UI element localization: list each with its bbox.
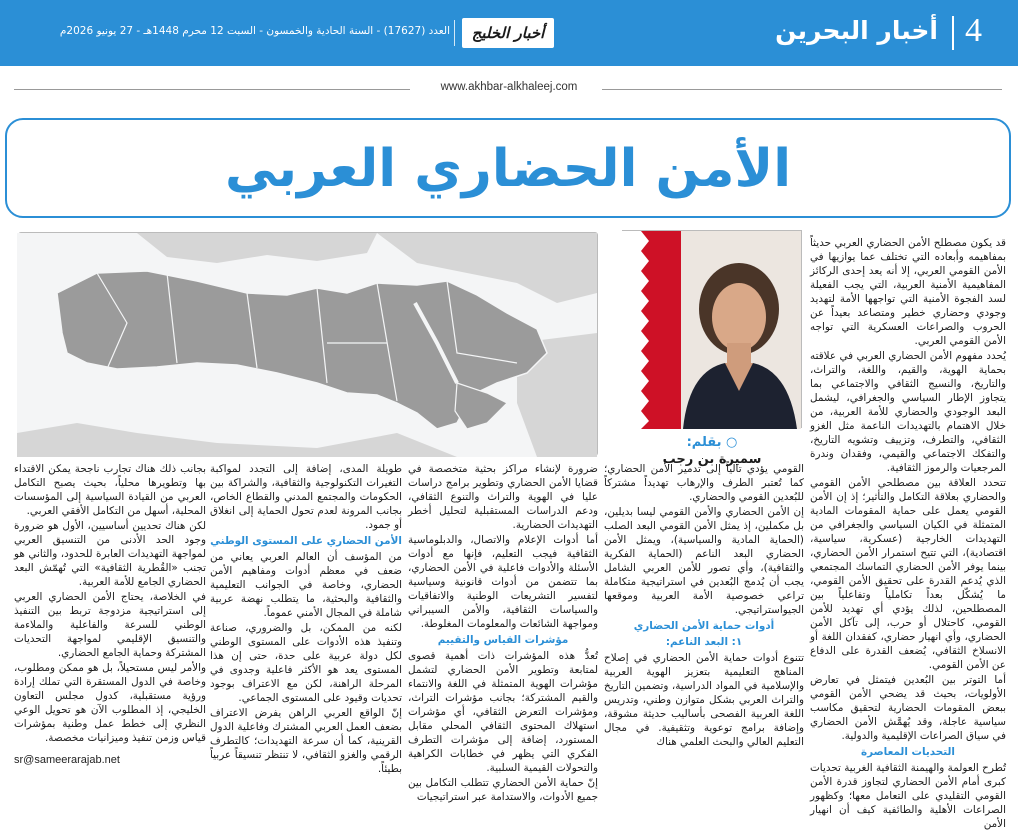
author-portrait-image	[621, 231, 801, 429]
arab-world-map	[18, 232, 598, 456]
author-photo	[622, 230, 802, 428]
paragraph: والأمر ليس مستحيلاً، بل هو ممكن ومطلوب، وخاصة في الدول المستقرة التي تملك إرادة ورؤية مستقبلية، كدول مجلس التعاون الخليجي، إذ المطلوب الآن هو تحويل الوعي النظري إلى خطط عمل وطنية بمؤشرات قياس وزمن تنفيذ وميزانيات مخصصة.	[14, 662, 206, 744]
page-number: 4	[965, 12, 982, 49]
website-url[interactable]: www.akhbar-alkhaleej.com	[440, 81, 578, 93]
issue-info: العدد (17627) - السنة الحادية والخمسون - السبت 12 محرم 1448هـ - 27 يونيو 2026م	[59, 25, 450, 37]
headline-band	[5, 118, 1011, 218]
page-masthead	[0, 0, 1018, 66]
author-email[interactable]: sr@sameerarajab.net	[14, 754, 120, 766]
subheading-level-2: ١: البعد الناعم:	[665, 636, 743, 648]
newspaper-logo[interactable]: أخبار الخليج	[462, 18, 554, 48]
paragraph: تُعدُّ هذه المؤشرات ذات أهمية قصوى لمتابعة وتطوير الأمن الحضاري لتشمل مؤشرات الهوية المتمثلة في اللغة والانتماء والقيم المشتركة؛ بجانب مؤشرات التراث، ومؤشرات التعرض الثقافي، أي مؤشرات استهلاك المحتوى الثقافي المحلي مقابل المستورد، إضافة إلى مؤشرات التطرف الفكري التي يظهر في خطابات الكراهية والتحولات القيمية السلبية.	[408, 650, 598, 774]
paragraph: تتحدد العلاقة بين مصطلحي الأمن القومي والحضاري بعلاقة التكامل والتأثير؛ إذ إن الأمن القومي يعمل على حماية المقومات المادية المتمثلة في الكيان السياسي والجغرافي من التهديدات الخارجية (عسكرية، سياسية، اقتصادية)، التي تتيح استمرار الأمن الحضاري، بينما يوفر الأمن الحضاري التماسك المجتمعي الذي يُدعم القدرة على تحقيق الأمن القومي، ما يُشكّل بعداً تكاملياً وتفاعلياً بين المصطلحين، لذلك يؤدي أي تهديد للأمن القومي، كاحتلال أو حرب، إلى تآكل الأمن الحضاري، وأي انهيار حضاري، كفقدان اللغة أو الانسلاخ الثقافي، يُضعف القدرة على الدفاع عن الأمن القومي.	[810, 477, 1006, 671]
paragraph: أما أدوات الإعلام والاتصال، والدبلوماسية الثقافية فيجب التعليم، فإنها مع أدوات الأسئلة والأدوات فاعلية في الأمن الحضاري، بما تتضمن من أدوات قانونية وسياسية لتفسير التشريعات الوطنية والاتفاقيات والسياسات الثقافية، والأمن السيبراني ومواجهة الشائعات والمعلومات المغلوطة.	[408, 534, 598, 630]
paragraph: إنّ الواقع العربي الراهن يفرض الاعتراف بضعف العمل العربي المشترك وفاعلية الدول القرينية، كما أن سرعة التهديدات؛ كالتطرف الرقمي والغزو الثقافي، لا تنتظر تنسيقاً عربياً بطيئاً.	[210, 707, 402, 775]
paragraph: ضرورة لإنشاء مراكز بحثية متخصصة في قضايا الأمن الحضاري وتطوير برامج دراسات عليا في الهوية والتراث والتنوع الثقافي، ودعم الدراسات المستقبلية لتحليل أخطر التهديدات الحضارية.	[408, 463, 598, 531]
subheading: أدوات حماية الأمن الحضاري	[633, 620, 775, 632]
paragraph: تتنوع أدوات حماية الأمن الحضاري في إصلاح المناهج التعليمية بتعزيز الهوية العربية والإسلامية في المواد الدراسية، وتضمين التاريخ والتراث العربي بشكل متوازن وطني، وتدريس اللغة العربية الفصحى بأساليب حديثة مشوقة، وإضافة برامج توعوية وتثقيفية. في مجال التعليم العالي والبحث العلمي هناك	[604, 652, 804, 748]
paragraph: طويلة المدى، إضافة إلى التجدد لمواكبة التغيرات التكنولوجية والثقافية، والشراكة بين الحكومات والمجتمع المدني والقطاع الخاص، بجانب المرونة لعدم تحول الحماية إلى انغلاق أو جمود.	[210, 463, 402, 531]
author-name: سميرة بن رجب	[662, 452, 762, 467]
article-headline: الأمن الحضاري العربي	[224, 139, 792, 199]
map-image	[17, 233, 597, 457]
subheading: الأمن الحضاري على المستوى الوطني	[210, 535, 402, 547]
article-column-1	[810, 236, 1006, 830]
paragraph: تُطرح العولمة والهيمنة الثقافية الغربية تحديات كبرى أمام الأمن الحضاري لتجاوز قدرة الأمن القومي التقليدي على التعامل معها؛ وكظهور الصراعات الأهلية والطائفية كيف أن انهيار الأمن	[810, 762, 1006, 830]
article-column-3	[408, 462, 598, 803]
article-column-4	[210, 462, 402, 780]
paragraph: في الخلاصة، يحتاج الأمن الحضاري العربي إلى استراتيجية مزدوجة تربط بين التنفيذ الوطني للسرعة والفاعلية والملاءمة والتنسيق الإقليمي لمواجهة التحديات المشتركة وحماية الجامع الحضاري.	[14, 591, 206, 659]
section-title: أخبار البحرين	[775, 16, 938, 45]
paragraph: من المؤسف أن العالم العربي يعاني من ضعف في معظم أدوات ومفاهيم الأمن الحضاري، وخاصة في الجوانب التعليمية والثقافية والبحثية، ما يتطلب نهضة عربية شاملة في المجال الأمني عموماً.	[210, 551, 402, 619]
article-column-2	[604, 462, 804, 752]
paragraph: يُحدد مفهوم الأمن الحضاري العربي في علاقته بحماية الهوية، والقيم، واللغة، والتراث، والتاريخ، والنسيج الثقافي والاجتماعي بما يتجاوز الإطار السياسي والجغرافي، ليشمل البعد الوجودي والحضاري للأمة العربية، من خلال الاهتمام بالتهديدات الناعمة مثل الغزو الثقافي، والتطرف، وتزييف وتشويه التاريخ، والتفكك الاجتماعي والقيمي، وفقدان وندرة المرجعيات والرموز الثقافية.	[810, 350, 1006, 474]
paragraph: القومي يؤدي تالياً إلى تدمير الأمن الحضاري؛ كما تُعتبر الطرف والإرهاب تهديداً مشتركاً للبُعدين القومي والحضاري.	[604, 463, 804, 503]
paragraph: بجانب ذلك هناك تجارب ناجحة يمكن الاقتداء بها وتطويرها محلياً، بحيث يصبح التكامل العربي من القيادة السياسية إلى المؤسسات المحلية، أسهل من التكامل الأفقي العربي.	[14, 463, 206, 517]
paragraph: لكنه من الممكن، بل والضروري، صناعة وتنفيذ هذه الأدوات على المستوى الوطني لكل دولة عربية على حدة، حتى إن هذا المستوى يعد هو الأكثر فاعلية وجدوى في المرحلة الراهنة، لكن مع الاعتراف بوجود تحديات وقيود على المستوى الجماعي.	[210, 622, 402, 704]
masthead-divider	[952, 16, 954, 50]
paragraph: إن الأمن الحضاري والأمن القومي ليسا بديلين، بل مكملين، إذ يمثل الأمن القومي البعد الصلب (الحماية المادية والسياسية)، ويمثل الأمن الحضاري البعد الناعم (الحماية الفكرية والثقافية)، وأي تصور للأمن العربي الشامل يجب أن يُدمج البُعدين في استراتيجية متكاملة تراعي خصوصية الأمة العربية وموقعها الجيواستراتيجي.	[604, 506, 804, 616]
article-column-5	[14, 462, 206, 752]
byline-prefix: ○ بقلم:	[686, 435, 738, 450]
paragraph: إنّ حماية الأمن الحضاري تتطلب التكامل بين جميع الأدوات، والاستدامة عبر استراتيجيات	[408, 777, 598, 803]
subheading: التحديات المعاصرة	[861, 746, 955, 758]
issue-divider	[454, 20, 455, 46]
subheading: مؤشرات القياس والتقييم	[437, 634, 569, 646]
paragraph: قد يكون مصطلح الأمن الحضاري العربي حديثاً بمفاهيمه وأبعاده التي تختلف عما يوازيها في الأمن القومي العربي، إلا أنه يعد إحدى الركائز المفاهيمية الأمنية العربية، التي يجب الفعيلة لسد الفجوة الأمنية التي تواجهها الأمة لتهديد وجودي وحضاري خطير ومتصاعد بعيداً عن الحروب والصراعات العسكرية التي تواجه الأمن القومي العربي.	[810, 237, 1006, 347]
paragraph: أما التوتر بين البُعدين فيتمثل في تعارض الأولويات، بحيث قد يضحي الأمن القومي ببعض المقومات الحضارية لتحقيق مكاسب سياسية عاجلة، وقد يُهمَّش الأمن الحضاري في سياق الصراعات الإقليمية والدولية.	[810, 674, 1006, 742]
paragraph: لكن هناك تحديين أساسيين، الأول هو ضرورة وجود الحد الأدنى من التنسيق العربي لمواجهة التهديدات العابرة للحدود، والثاني هو تجنب «القُطرية الثقافية» التي تُهمّش البعد الحضاري الجامع للأمة العربية.	[14, 520, 206, 588]
